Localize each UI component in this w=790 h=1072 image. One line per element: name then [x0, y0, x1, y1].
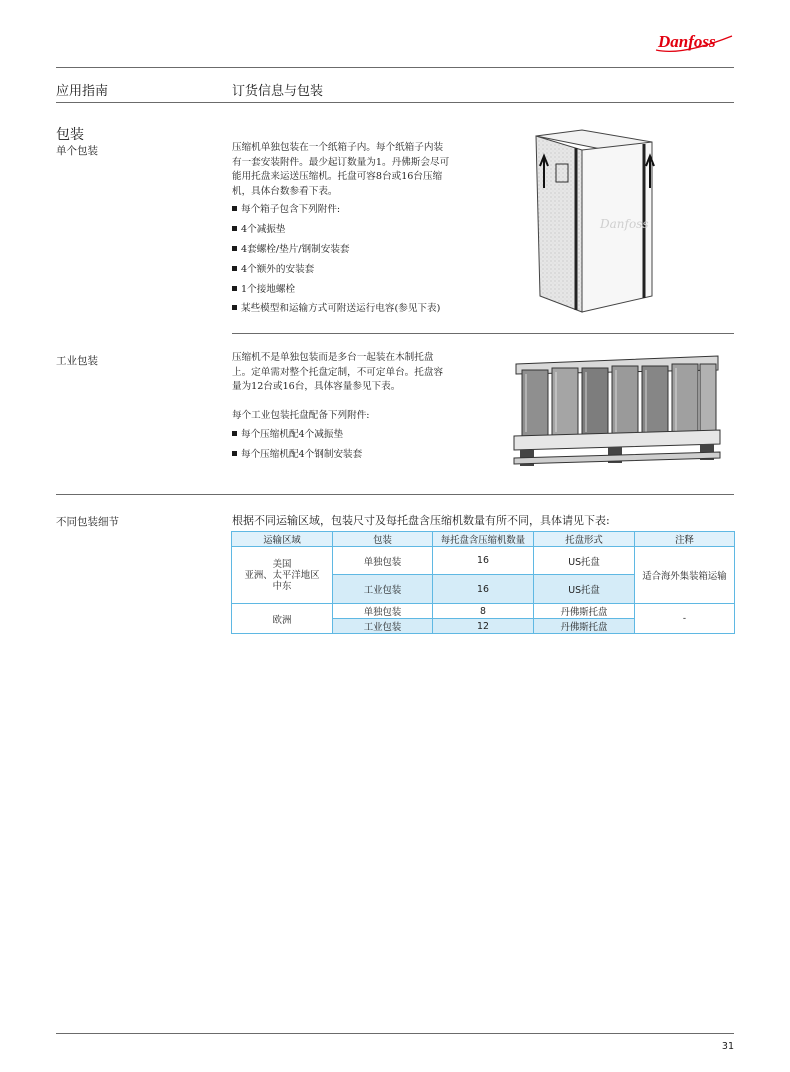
packaging-cell: 工业包装 — [333, 575, 433, 604]
bullet-marker — [232, 431, 237, 436]
bullet-text: 4个额外的安装套 — [241, 264, 315, 275]
single-pack-bullet — [232, 201, 340, 215]
quantity-cell: 16 — [433, 575, 534, 604]
bullet-text: 每个压缩机配4个钢制安装套 — [241, 449, 363, 460]
quantity-cell: 12 — [433, 619, 534, 634]
region-lines — [244, 559, 319, 592]
column-header: 注释 — [635, 532, 735, 547]
note-cell: - — [635, 604, 735, 634]
single-pack-bullet — [232, 261, 314, 275]
packaging-cell: 工业包装 — [333, 619, 433, 634]
svg-text:Danfoss: Danfoss — [658, 32, 716, 51]
single-pack-paragraph: 压缩机单独包装在一个纸箱子内。每个纸箱子内装 有一套安装附件。最少起订数量为1。丹佛斯会尽可 能用托盘来运送压缩机。托盘可容8台或16台压缩 机，具体台数参看下表。 — [232, 142, 450, 197]
quantity-cell: 16 — [433, 547, 534, 575]
table-row — [232, 604, 735, 619]
details-intro: 根据不同运输区域，包装尺寸及每托盘含压缩机数量有所不同，具体请见下表: — [232, 514, 610, 527]
packaging-cell: 单独包装 — [333, 547, 433, 575]
table-header-row — [232, 532, 735, 547]
table-row — [232, 547, 735, 575]
pallet-cell: US托盘 — [534, 547, 635, 575]
bullet-marker — [232, 305, 237, 310]
industrial-accessories-intro: 每个工业包装托盘配备下列附件: — [232, 410, 370, 421]
column-header: 托盘形式 — [534, 532, 635, 547]
industrial-pallet-illustration — [512, 352, 722, 470]
divider — [56, 494, 734, 495]
quantity-cell: 8 — [433, 604, 534, 619]
bullet-marker — [232, 286, 237, 291]
note-cell: 适合海外集装箱运输 — [635, 547, 735, 604]
details-label: 不同包装细节 — [56, 516, 119, 528]
region-cell: 欧洲 — [232, 604, 333, 634]
divider — [232, 333, 734, 334]
section-title: 包装 — [56, 127, 84, 143]
packaging-details-table — [231, 531, 735, 634]
pallet-cell: 丹佛斯托盘 — [534, 604, 635, 619]
bullet-text: 4个减振垫 — [241, 224, 286, 235]
bullet-text: 1个接地螺栓 — [241, 284, 296, 295]
region-name: 亚洲、太平洋地区 — [244, 569, 320, 581]
region-name: 中东 — [272, 580, 292, 592]
column-header: 包装 — [333, 532, 433, 547]
bullet-marker — [232, 266, 237, 271]
packaging-cell: 单独包装 — [333, 604, 433, 619]
svg-text:Danfoss: Danfoss — [600, 217, 649, 231]
cardboard-box-illustration — [530, 128, 670, 314]
column-header: 运输区域 — [232, 532, 333, 547]
danfoss-logo — [652, 30, 738, 58]
page-number: 31 — [721, 1041, 734, 1052]
header-page-title: 订货信息与包装 — [232, 84, 324, 99]
header-section-name: 应用指南 — [56, 84, 109, 99]
bullet-marker — [232, 226, 237, 231]
header-bottom-rule — [56, 102, 734, 103]
column-header: 每托盘含压缩机数量 — [433, 532, 534, 547]
region-name: 美国 — [272, 558, 292, 570]
pallet-cell: 丹佛斯托盘 — [534, 619, 635, 634]
header-top-rule — [56, 67, 734, 68]
industrial-pack-bullet — [232, 446, 362, 460]
region-cell — [232, 547, 333, 604]
footer-rule — [56, 1033, 734, 1034]
industrial-pack-paragraph: 压缩机不是单独包装而是多台一起装在木制托盘 上。定单需对整个托盘定制，不可定单台。托盘容 量为12台或16台，具体容量参见下表。 — [232, 352, 444, 393]
bullet-marker — [232, 246, 237, 251]
single-pack-bullet — [232, 241, 350, 255]
bullet-text: 每个箱子包含下列附件: — [241, 204, 341, 215]
bullet-text: 某些模型和运输方式可附送运行电容(参见下表) — [241, 303, 441, 314]
single-pack-bullet — [232, 281, 295, 295]
bullet-marker — [232, 451, 237, 456]
pallet-cell: US托盘 — [534, 575, 635, 604]
bullet-marker — [232, 206, 237, 211]
single-pack-bullet — [232, 300, 440, 314]
bullet-text: 每个压缩机配4个减振垫 — [241, 429, 344, 440]
single-pack-bullet — [232, 221, 285, 235]
single-pack-label: 单个包装 — [56, 145, 98, 157]
industrial-pack-label: 工业包装 — [56, 355, 98, 367]
industrial-pack-bullet — [232, 426, 343, 440]
bullet-text: 4套螺栓/垫片/钢制安装套 — [241, 244, 350, 255]
